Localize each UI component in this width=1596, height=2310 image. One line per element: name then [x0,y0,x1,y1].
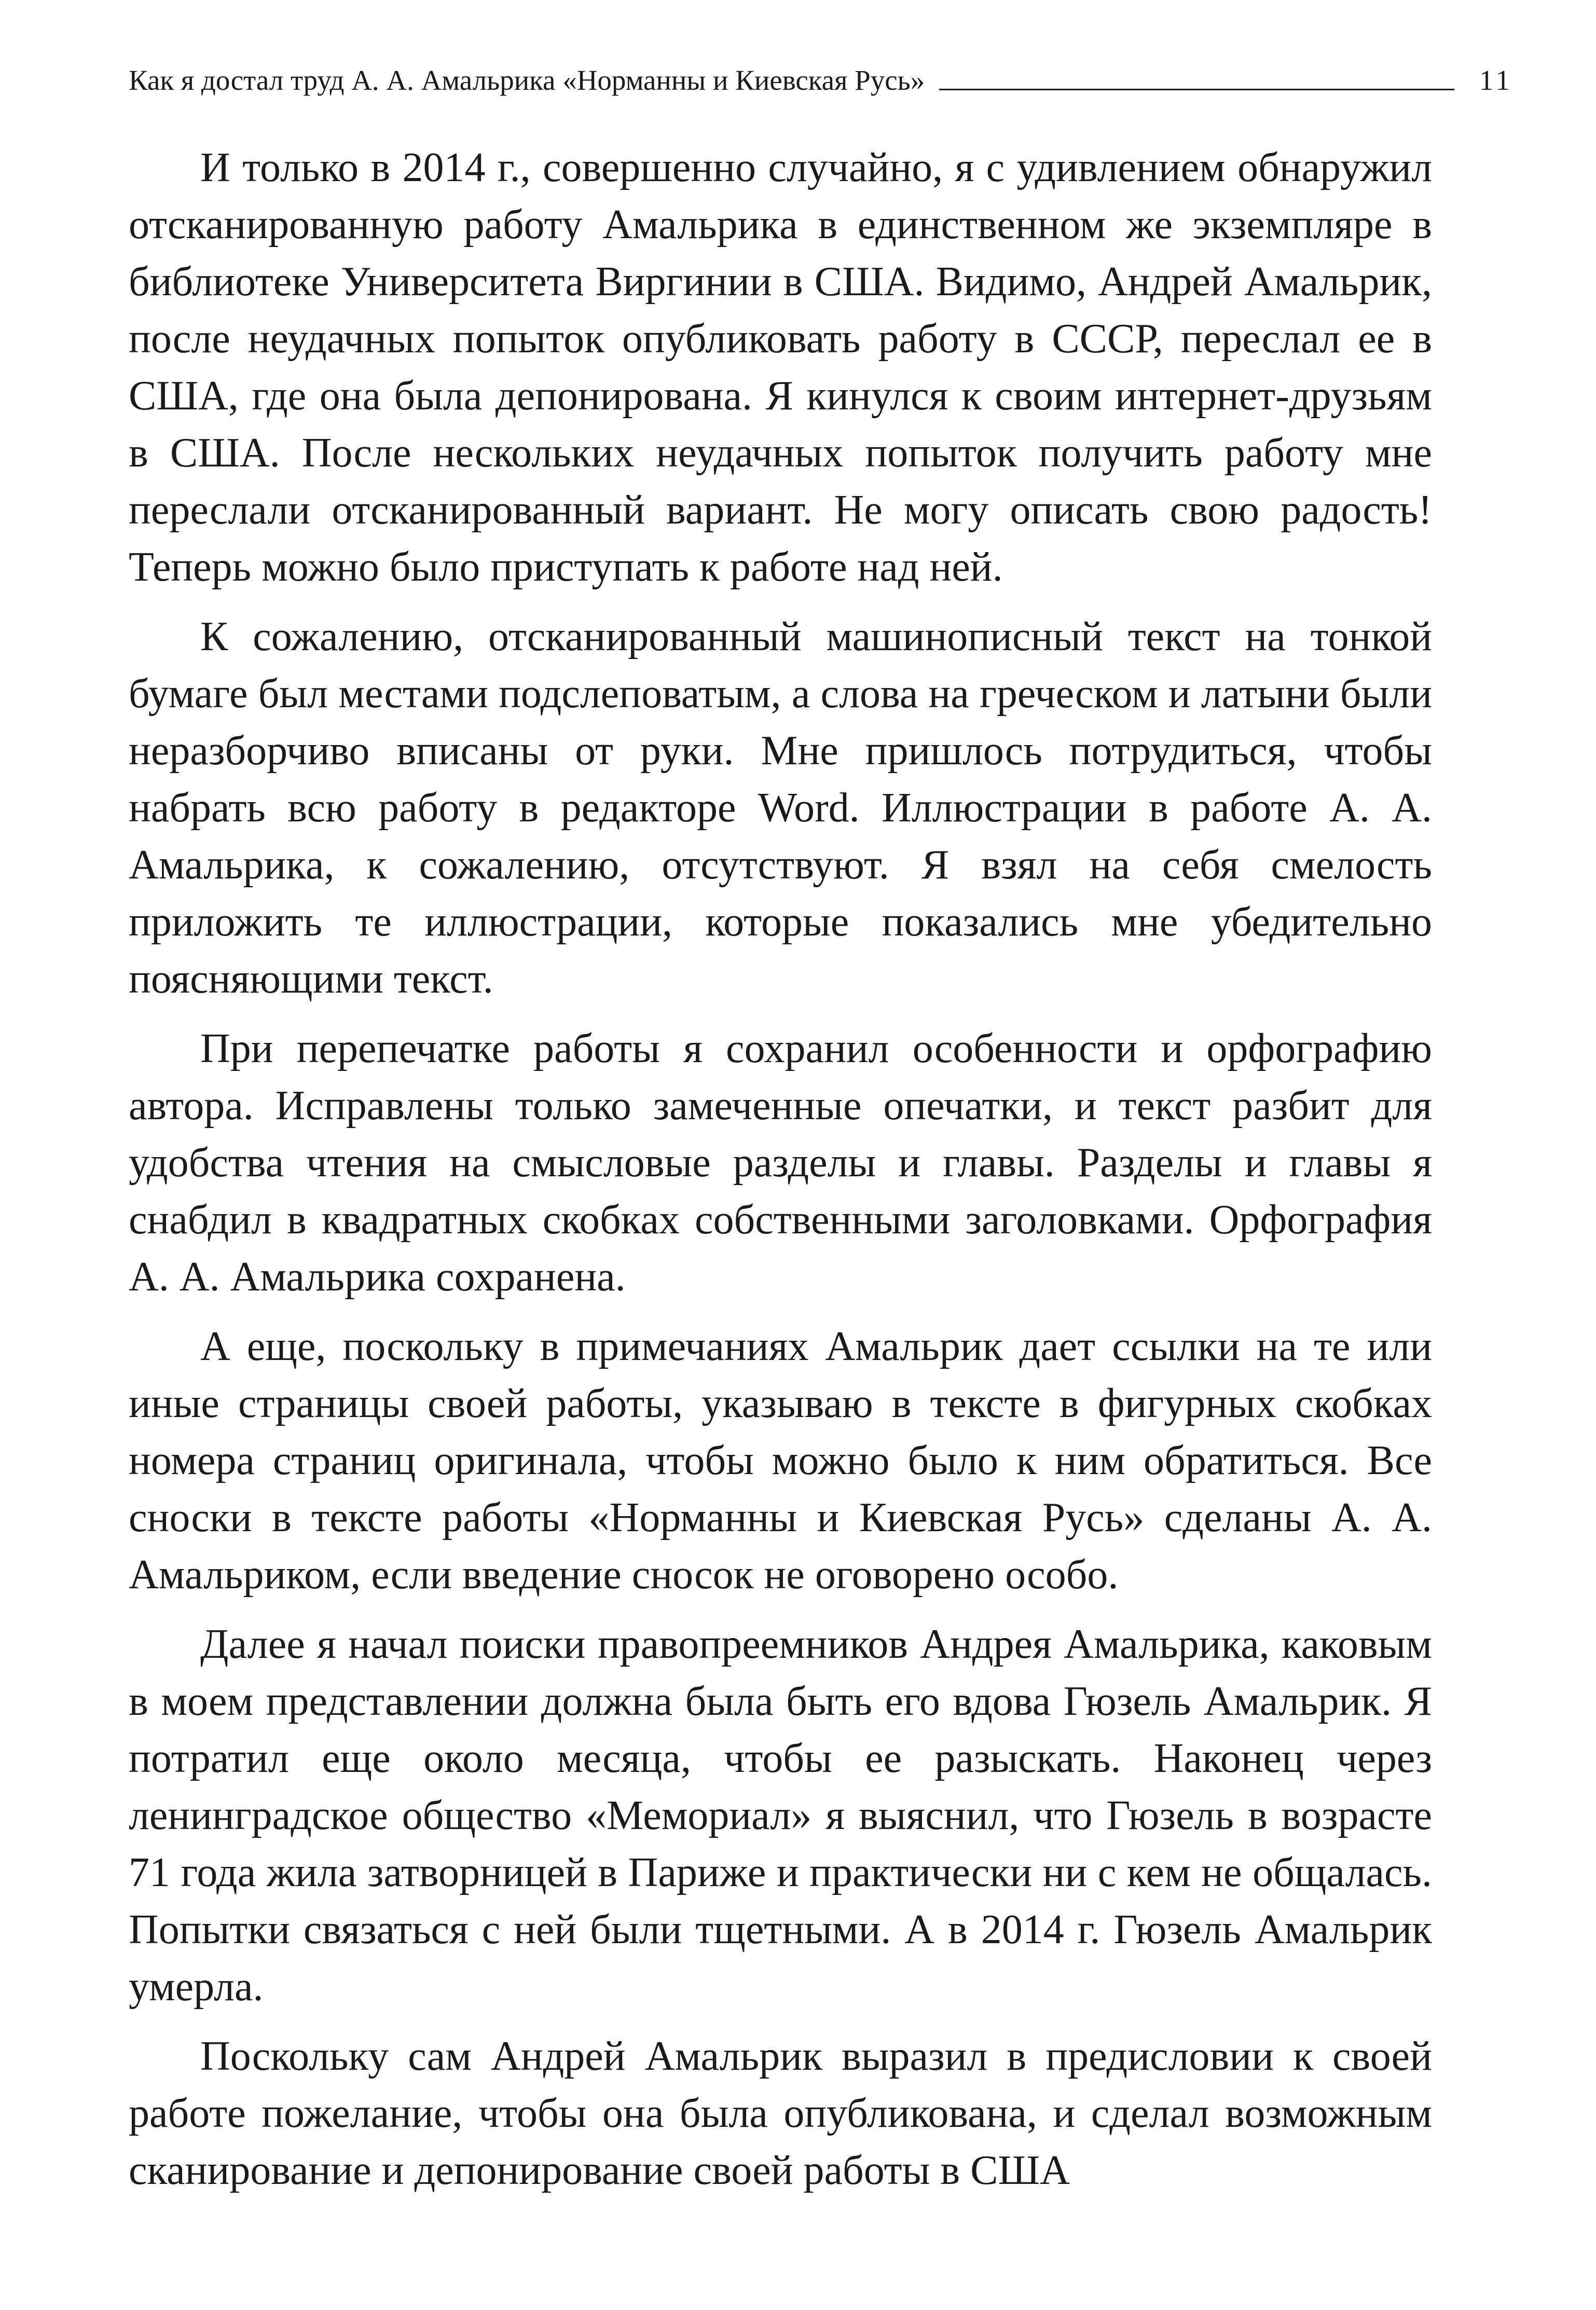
paragraph-3: При перепечатке работы я сохранил особенности и орфографию автора. Исправлены только замеченные опечатки, и текст разбит для удобства чтения на смысловые разделы и главы. Разделы и главы я снабдил в квадратных скобках собственными заголовками. Орфография А. А. Амальрика сохранена. [129,1026,1432,1300]
body-text [129,139,1432,2211]
paragraph-2: К сожалению, отсканированный машинописный текст на тонкой бумаге был местами подслеповатым, а слова на греческом и латыни были неразборчиво вписаны от руки. Мне пришлось потрудиться, чтобы набрать всю работу в редакторе Word. Иллюстрации в работе А. А. Амальрика, к сожалению, отсутствуют. Я взял на себя смелость приложить те иллюстрации, которые показались мне убедительно поясняющими текст. [129,614,1432,1002]
header-rule [939,89,1454,90]
paragraph-6: Поскольку сам Андрей Амальрик выразил в предисловии к своей работе пожелание, чтобы она была опубликована, и сделал возможным сканирование и депонирование своей работы в США [129,2033,1432,2193]
running-head [129,52,1513,99]
running-title: Как я достал труд А. А. Амальрика «Норманны и Киевская Русь» [129,64,925,96]
paragraph-5: Далее я начал поиски правопреемников Андрея Амальрика, каковым в моем представлении должна была быть его вдова Гюзель Амальрик. Я потратил еще около месяца, чтобы ее разыскать. Наконец через ленинградское общество «Мемориал» я выяснил, что Гюзель в возрасте 71 года жила затворницей в Париже и практически ни с кем не общалась. Попытки связаться с ней были тщетными. А в 2014 г. Гюзель Амальрик умерла. [129,1621,1432,2010]
paragraph-1: И только в 2014 г., совершенно случайно, я с удивлением обнаружил отсканированную работу Амальрика в единственном же экземпляре в библиотеке Университета Виргинии в США. Видимо, Андрей Амальрик, после неудачных попыток опубликовать работу в СССР, переслал ее в США, где она была депонирована. Я кинулся к своим интернет-друзьям в США. После нескольких неудачных попыток получить работу мне переслали отсканированный вариант. Не могу описать свою радость! Теперь можно было приступать к работе над ней. [129,145,1432,590]
paragraph-4: А еще, поскольку в примечаниях Амальрик дает ссылки на те или иные страницы своей работы, указываю в тексте в фигурных скобках номера страниц оригинала, чтобы можно было к ним обратиться. Все сноски в тексте работы «Норманны и Киевская Русь» сделаны А. А. Амальриком, если введение сносок не оговорено особо. [129,1324,1432,1598]
page-number: 11 [1479,64,1513,96]
